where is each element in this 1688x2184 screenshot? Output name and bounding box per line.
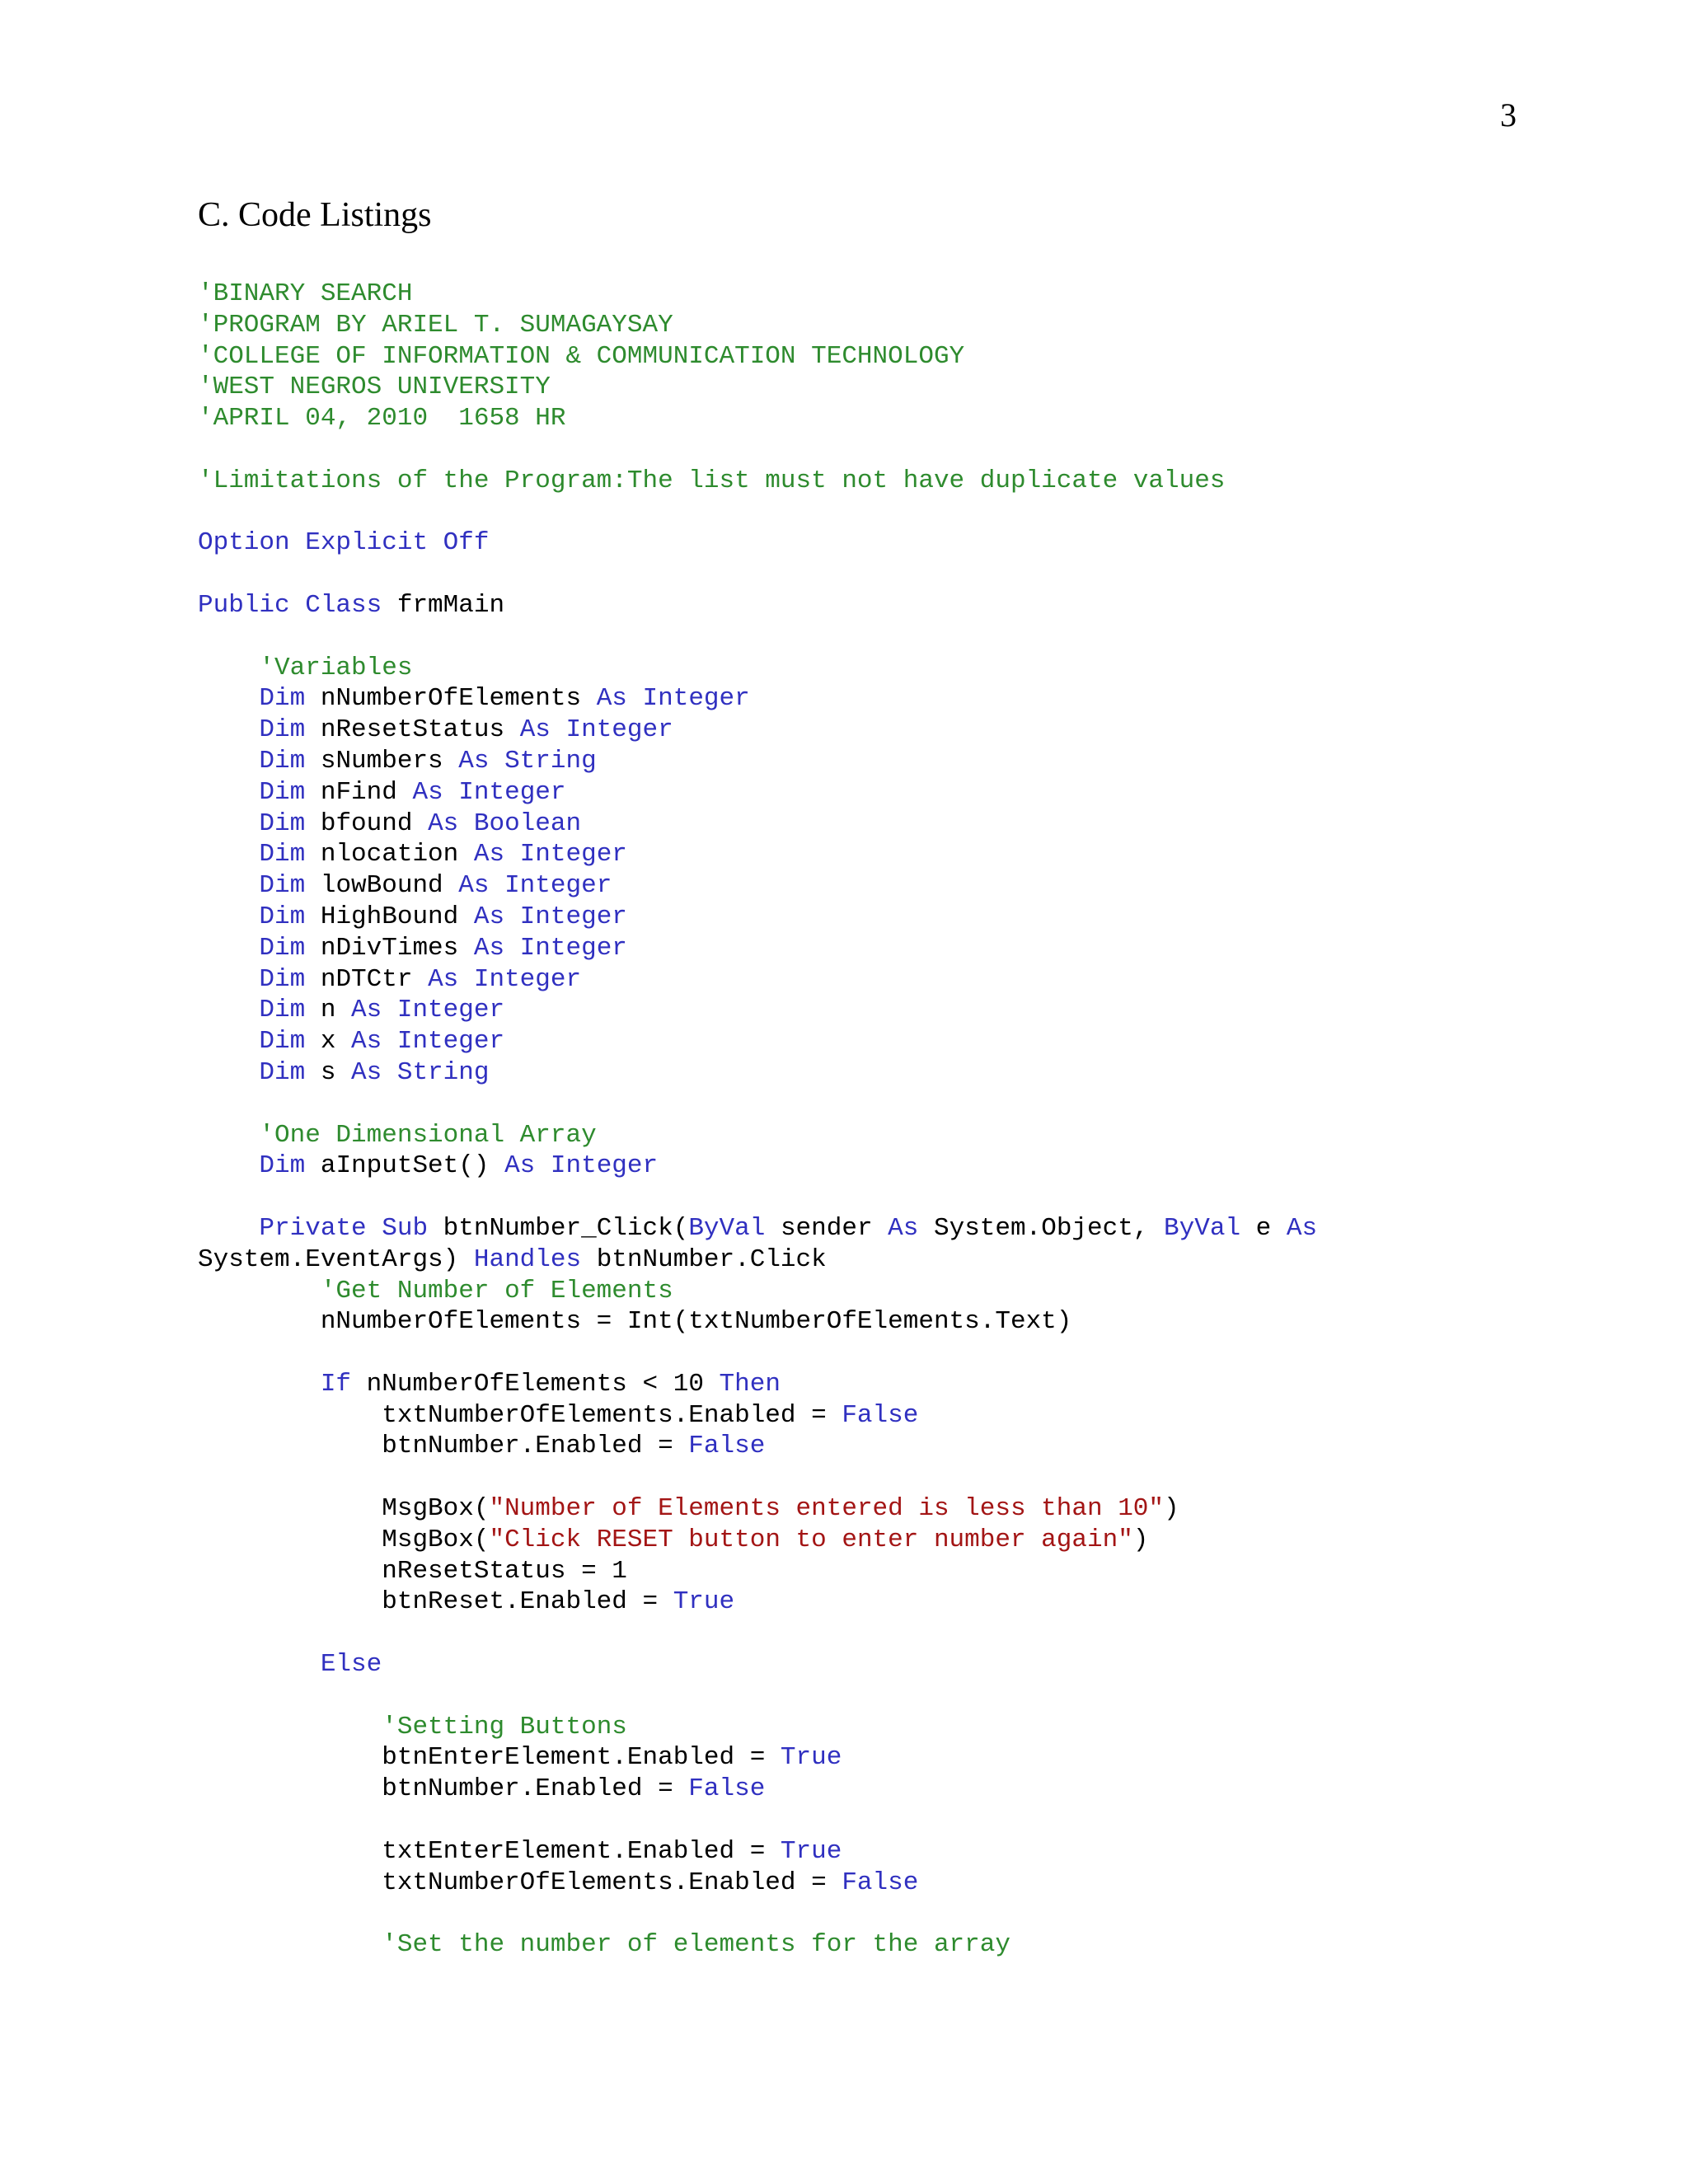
- code-keyword: ByVal: [1164, 1213, 1241, 1243]
- code-text: txtNumberOfElements.Enabled =: [198, 1868, 842, 1897]
- code-line: [198, 1276, 1558, 1307]
- code-keyword: True: [673, 1587, 735, 1617]
- code-line: [198, 621, 1558, 653]
- code-keyword: As Integer: [504, 1151, 659, 1181]
- code-line: [198, 1338, 1558, 1369]
- code-text: [198, 965, 259, 994]
- code-text: System.EventArgs): [198, 1244, 474, 1274]
- code-line: [198, 1400, 1558, 1432]
- code-keyword: Dim: [259, 808, 306, 838]
- code-line: [198, 559, 1558, 590]
- code-text: [198, 871, 259, 900]
- code-comment: 'WEST NEGROS UNIVERSITY: [198, 373, 551, 402]
- page-number: 3: [1500, 96, 1517, 134]
- code-line: [198, 1774, 1558, 1805]
- code-line: [198, 279, 1558, 310]
- code-keyword: ByVal: [688, 1213, 766, 1243]
- code-line: [198, 434, 1558, 466]
- code-line: [198, 683, 1558, 715]
- code-text: btnEnterElement.Enabled =: [198, 1743, 781, 1773]
- code-text: [198, 1650, 321, 1679]
- code-line: [198, 527, 1558, 559]
- code-text: bfound: [305, 808, 429, 838]
- code-line: [198, 1525, 1558, 1556]
- code-text: nNumberOfElements < 10: [351, 1369, 720, 1399]
- code-text: [198, 654, 259, 682]
- code-text: nResetStatus = 1: [198, 1556, 627, 1586]
- code-line: [198, 995, 1558, 1026]
- code-line: [198, 964, 1558, 996]
- code-keyword: Dim: [259, 746, 306, 776]
- code-line: [198, 1462, 1558, 1493]
- code-line: [198, 1556, 1558, 1587]
- code-line: [198, 590, 1558, 621]
- code-line: [198, 1805, 1558, 1836]
- code-keyword: Dim: [259, 684, 306, 714]
- code-line: [198, 1868, 1558, 1899]
- code-line: [198, 933, 1558, 964]
- code-keyword: If: [320, 1369, 352, 1399]
- code-comment: 'Variables: [259, 653, 413, 682]
- code-text: ): [1132, 1525, 1149, 1554]
- code-text: ): [1164, 1494, 1179, 1524]
- code-text: nDivTimes: [305, 933, 474, 963]
- code-keyword: Dim: [259, 902, 306, 931]
- section-heading: C. Code Listings: [198, 196, 432, 234]
- code-line: [198, 341, 1558, 373]
- code-line: [198, 870, 1558, 902]
- code-string: "Click RESET button to enter number again": [489, 1525, 1133, 1554]
- code-keyword: Option Explicit Off: [198, 528, 490, 558]
- code-text: btnNumber_Click(: [428, 1213, 689, 1243]
- code-text: nFind: [305, 777, 413, 807]
- code-keyword: Dim: [259, 715, 306, 745]
- code-keyword: As Integer: [351, 1027, 505, 1057]
- code-text: btnNumber.Click: [581, 1244, 827, 1274]
- code-keyword: True: [780, 1836, 842, 1866]
- code-keyword: False: [688, 1774, 766, 1804]
- code-keyword: As Integer: [458, 871, 612, 901]
- code-keyword: Public Class: [198, 590, 382, 620]
- code-line: [198, 1712, 1558, 1743]
- code-line: [198, 1586, 1558, 1618]
- code-text: nNumberOfElements = Int(txtNumberOfElements.Text): [198, 1307, 1072, 1337]
- code-line: [198, 902, 1558, 933]
- code-line: [198, 1120, 1558, 1151]
- code-keyword: Handles: [473, 1244, 582, 1274]
- code-keyword: As: [888, 1213, 919, 1243]
- code-line: [198, 1213, 1558, 1244]
- code-line: [198, 1182, 1558, 1213]
- code-text: txtEnterElement.Enabled =: [198, 1836, 781, 1866]
- code-keyword: Dim: [259, 933, 306, 963]
- code-comment: 'BINARY SEARCH: [198, 279, 413, 308]
- code-keyword: Dim: [259, 871, 306, 901]
- code-text: frmMain: [382, 590, 505, 620]
- code-comment: 'Setting Buttons: [382, 1712, 627, 1741]
- code-line: [198, 1929, 1558, 1961]
- code-text: n: [305, 996, 352, 1025]
- code-text: [198, 715, 259, 744]
- code-keyword: As: [1286, 1213, 1318, 1243]
- code-line: [198, 1057, 1558, 1089]
- code-line: [198, 777, 1558, 808]
- code-line: [198, 466, 1558, 497]
- code-string: "Number of Elements entered is less than 10": [489, 1494, 1165, 1524]
- code-comment: 'Set the number of elements for the array: [382, 1930, 1010, 1960]
- code-line: [198, 808, 1558, 840]
- code-keyword: As String: [351, 1057, 490, 1087]
- code-text: [198, 1277, 321, 1305]
- code-text: s: [305, 1057, 352, 1087]
- code-line: [198, 1089, 1558, 1120]
- code-comment: 'One Dimensional Array: [259, 1120, 597, 1150]
- code-line: [198, 1649, 1558, 1680]
- code-keyword: Else: [320, 1650, 382, 1680]
- code-text: [198, 1713, 382, 1741]
- code-keyword: As Boolean: [428, 808, 582, 838]
- code-keyword: True: [780, 1743, 842, 1773]
- code-line: [198, 1742, 1558, 1774]
- code-text: sNumbers: [305, 746, 459, 776]
- code-text: lowBound: [305, 871, 459, 901]
- code-line: [198, 1306, 1558, 1338]
- code-text: [198, 1058, 259, 1087]
- code-text: btnReset.Enabled =: [198, 1587, 673, 1617]
- code-text: nResetStatus: [305, 715, 520, 745]
- code-text: [198, 1027, 259, 1056]
- code-text: [198, 934, 259, 963]
- code-keyword: As Integer: [473, 933, 627, 963]
- code-line: [198, 1898, 1558, 1929]
- code-listing: [198, 279, 1558, 1961]
- code-text: [198, 1214, 259, 1243]
- code-text: aInputSet(): [305, 1151, 505, 1181]
- code-line: [198, 1493, 1558, 1525]
- code-text: btnNumber.Enabled =: [198, 1774, 689, 1804]
- code-keyword: Dim: [259, 996, 306, 1025]
- code-comment: 'APRIL 04, 2010 1658 HR: [198, 404, 566, 434]
- code-keyword: As Integer: [473, 840, 627, 869]
- code-line: [198, 746, 1558, 777]
- code-line: [198, 310, 1558, 341]
- code-comment: 'PROGRAM BY ARIEL T. SUMAGAYSAY: [198, 310, 673, 340]
- code-comment: 'Limitations of the Program:The list must not have duplicate values: [198, 466, 1226, 495]
- code-keyword: Dim: [259, 1027, 306, 1057]
- code-text: sender: [765, 1213, 889, 1243]
- code-line: [198, 1026, 1558, 1057]
- code-line: [198, 1836, 1558, 1868]
- code-text: [198, 778, 259, 807]
- code-text: [198, 684, 259, 713]
- code-text: btnNumber.Enabled =: [198, 1432, 689, 1461]
- code-text: System.Object,: [918, 1213, 1165, 1243]
- code-text: HighBound: [305, 902, 474, 931]
- code-comment: 'COLLEGE OF INFORMATION & COMMUNICATION TECHNOLOGY: [198, 341, 965, 371]
- code-keyword: Private Sub: [259, 1213, 429, 1243]
- code-line: [198, 497, 1558, 528]
- code-text: [198, 747, 259, 776]
- code-text: MsgBox(: [198, 1525, 490, 1554]
- code-text: [198, 1930, 382, 1959]
- code-text: nDTCtr: [305, 964, 429, 994]
- code-text: [198, 1370, 321, 1399]
- code-text: [198, 1121, 259, 1150]
- code-keyword: Dim: [259, 777, 306, 807]
- code-text: x: [305, 1027, 352, 1057]
- code-keyword: Then: [719, 1369, 781, 1399]
- code-text: [198, 1151, 259, 1180]
- code-keyword: As Integer: [596, 684, 750, 714]
- code-keyword: As Integer: [428, 964, 582, 994]
- code-line: [198, 839, 1558, 870]
- code-line: [198, 653, 1558, 684]
- code-keyword: As Integer: [412, 777, 566, 807]
- code-line: [198, 715, 1558, 746]
- code-text: nlocation: [305, 840, 474, 869]
- code-line: [198, 1369, 1558, 1400]
- code-line: [198, 1244, 1558, 1276]
- code-keyword: Dim: [259, 1057, 306, 1087]
- code-line: [198, 1618, 1558, 1649]
- code-line: [198, 1680, 1558, 1712]
- code-keyword: False: [842, 1400, 919, 1430]
- code-text: [198, 902, 259, 931]
- code-comment: 'Get Number of Elements: [320, 1276, 673, 1305]
- code-keyword: As Integer: [473, 902, 627, 931]
- code-line: [198, 403, 1558, 434]
- code-keyword: As String: [458, 746, 597, 776]
- code-line: [198, 372, 1558, 403]
- code-text: [198, 840, 259, 869]
- code-text: e: [1240, 1213, 1287, 1243]
- code-keyword: As Integer: [351, 996, 505, 1025]
- code-text: MsgBox(: [198, 1494, 490, 1524]
- code-line: [198, 1151, 1558, 1182]
- code-keyword: Dim: [259, 964, 306, 994]
- code-keyword: False: [842, 1868, 919, 1897]
- code-text: txtNumberOfElements.Enabled =: [198, 1400, 842, 1430]
- code-text: [198, 996, 259, 1024]
- code-text: nNumberOfElements: [305, 684, 597, 714]
- code-text: [198, 809, 259, 838]
- code-keyword: False: [688, 1432, 766, 1461]
- code-line: [198, 1431, 1558, 1462]
- code-keyword: As Integer: [519, 715, 673, 745]
- code-keyword: Dim: [259, 1151, 306, 1181]
- code-keyword: Dim: [259, 840, 306, 869]
